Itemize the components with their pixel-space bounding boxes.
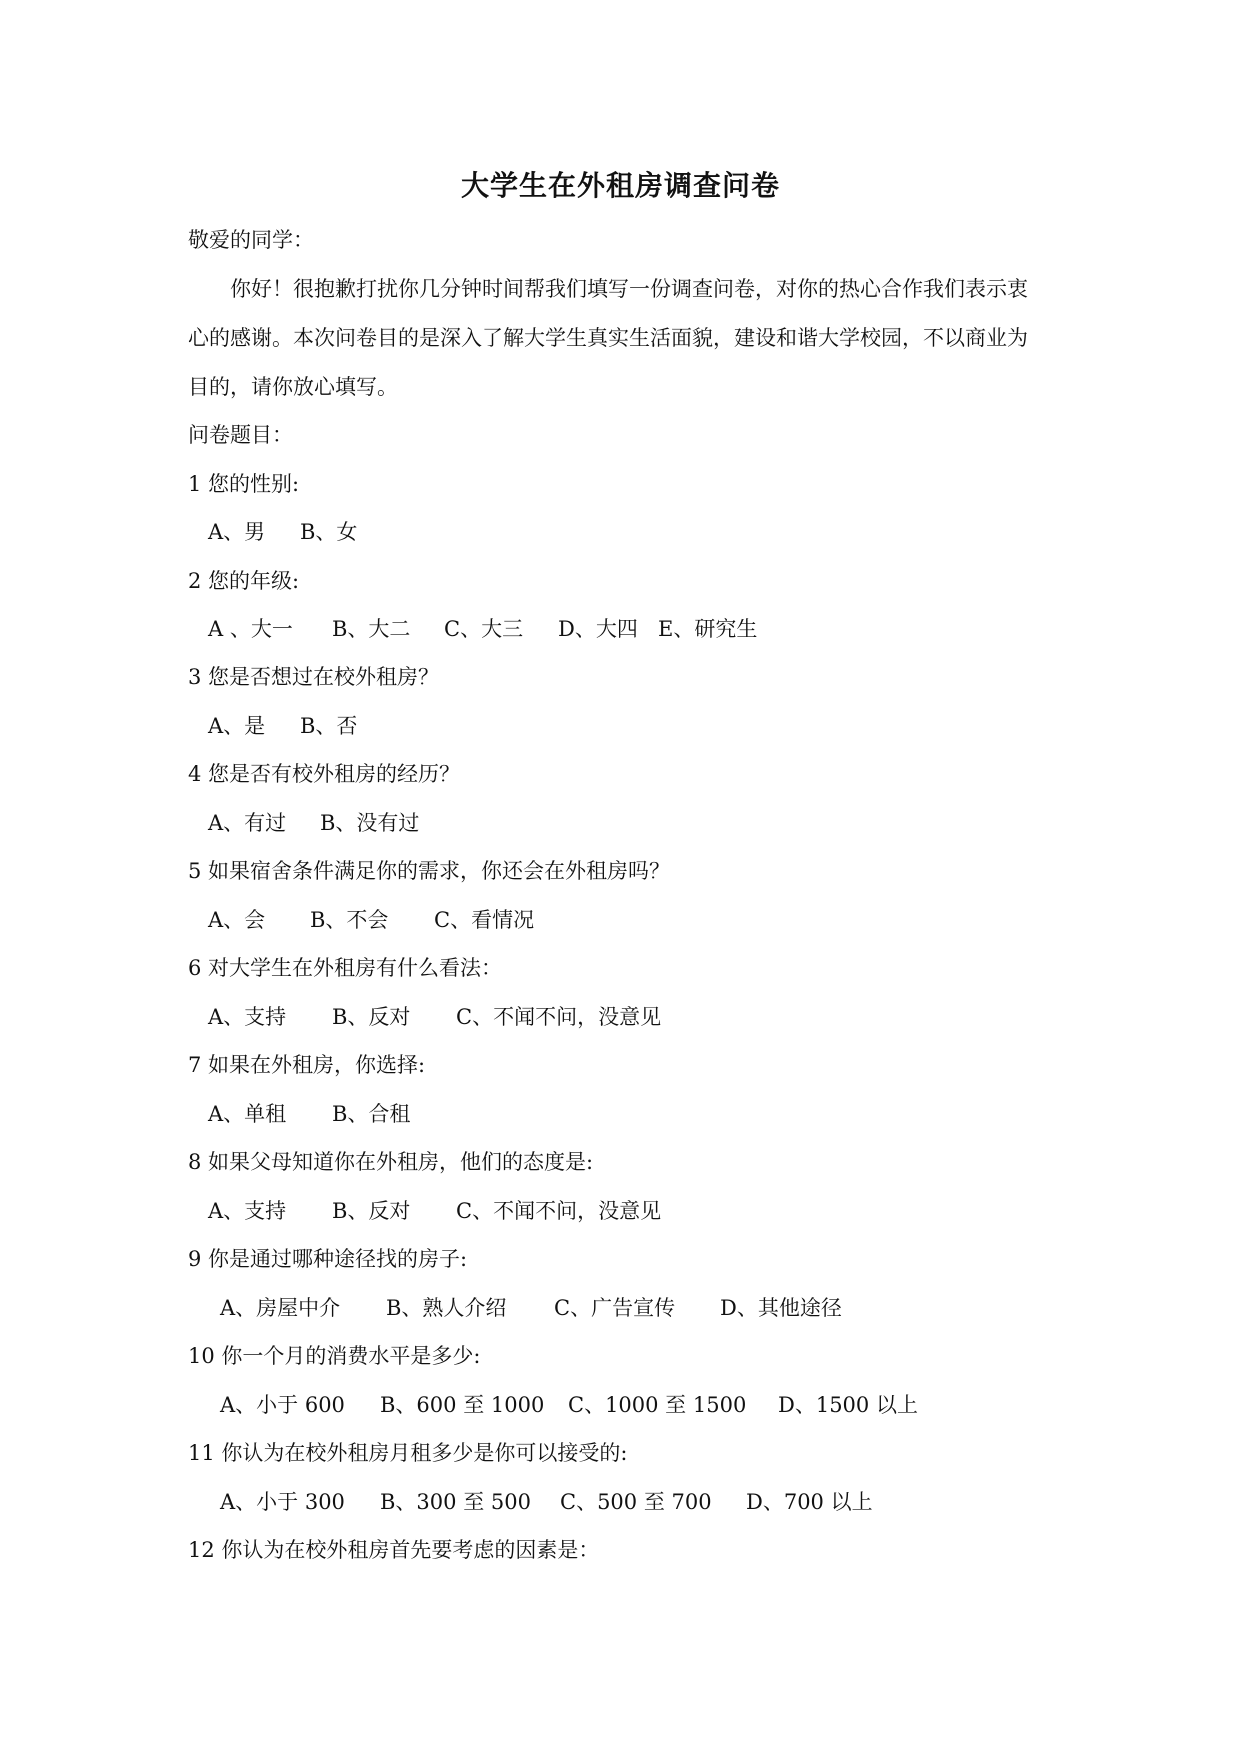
option: E、研究生 [658, 617, 758, 641]
option: A、房屋中介 [220, 1296, 341, 1320]
question-12: 12 你认为在校外租房首先要考虑的因素是： [188, 1538, 600, 1562]
intro-line-1: 你好！很抱歉打扰你几分钟时间帮我们填写一份调查问卷，对你的热心合作我们表示衷 [230, 277, 1028, 301]
intro-line-3: 目的，请你放心填写。 [188, 375, 398, 399]
option: C、不闻不问，没意见 [456, 1005, 662, 1029]
option: A、小于 300 [220, 1490, 345, 1514]
question-6: 6 对大学生在外租房有什么看法： [188, 956, 503, 980]
option: C、看情况 [434, 908, 535, 932]
option: B、没有过 [320, 811, 420, 835]
question-8: 8 如果父母知道你在外租房，他们的态度是: [188, 1150, 594, 1174]
option: B、600 至 1000 [380, 1393, 545, 1417]
option: A 、大一 [208, 617, 293, 641]
option: A、会 [208, 908, 266, 932]
option: B、不会 [310, 908, 389, 932]
option: C、500 至 700 [560, 1490, 712, 1514]
option: B、大二 [332, 617, 411, 641]
question-4: 4 您是否有校外租房的经历？ [188, 762, 461, 786]
option: B、熟人介绍 [386, 1296, 507, 1320]
question-2: 2 您的年级: [188, 569, 300, 593]
question-7: 7 如果在外租房，你选择: [188, 1053, 426, 1077]
option: A、是 [208, 714, 266, 738]
option: A、小于 600 [220, 1393, 345, 1417]
question-11: 11 你认为在校外租房月租多少是你可以接受的: [188, 1441, 628, 1465]
option: B、合租 [332, 1102, 411, 1126]
option: A、支持 [208, 1199, 287, 1223]
option: A、有过 [208, 811, 287, 835]
option: D、其他途径 [720, 1296, 842, 1320]
option: C、广告宣传 [554, 1296, 676, 1320]
option: A、单租 [208, 1102, 287, 1126]
option: B、反对 [332, 1005, 411, 1029]
question-5: 5 如果宿舍条件满足你的需求，你还会在外租房吗？ [188, 859, 671, 883]
option: B、女 [300, 520, 358, 544]
option: C、不闻不问，没意见 [456, 1199, 662, 1223]
question-1: 1 您的性别: [188, 472, 300, 496]
document-title: 大学生在外租房调查问卷 [460, 169, 780, 202]
option: C、大三 [444, 617, 524, 641]
option: D、700 以上 [746, 1490, 873, 1514]
option: A、男 [208, 520, 266, 544]
question-10: 10 你一个月的消费水平是多少: [188, 1344, 481, 1368]
option: B、否 [300, 714, 358, 738]
section-label: 问卷题目： [188, 423, 293, 447]
intro-line-2: 心的感谢。本次问卷目的是深入了解大学生真实生活面貌，建设和谐大学校园，不以商业为 [188, 326, 1028, 350]
option: B、300 至 500 [380, 1490, 531, 1514]
question-3: 3 您是否想过在校外租房？ [188, 665, 440, 689]
option: D、1500 以上 [778, 1393, 918, 1417]
question-9: 9 你是通过哪种途径找的房子: [188, 1247, 468, 1271]
option: C、1000 至 1500 [568, 1393, 747, 1417]
greeting: 敬爱的同学： [188, 228, 314, 252]
option: A、支持 [208, 1005, 287, 1029]
option: D、大四 [558, 617, 638, 641]
option: B、反对 [332, 1199, 411, 1223]
